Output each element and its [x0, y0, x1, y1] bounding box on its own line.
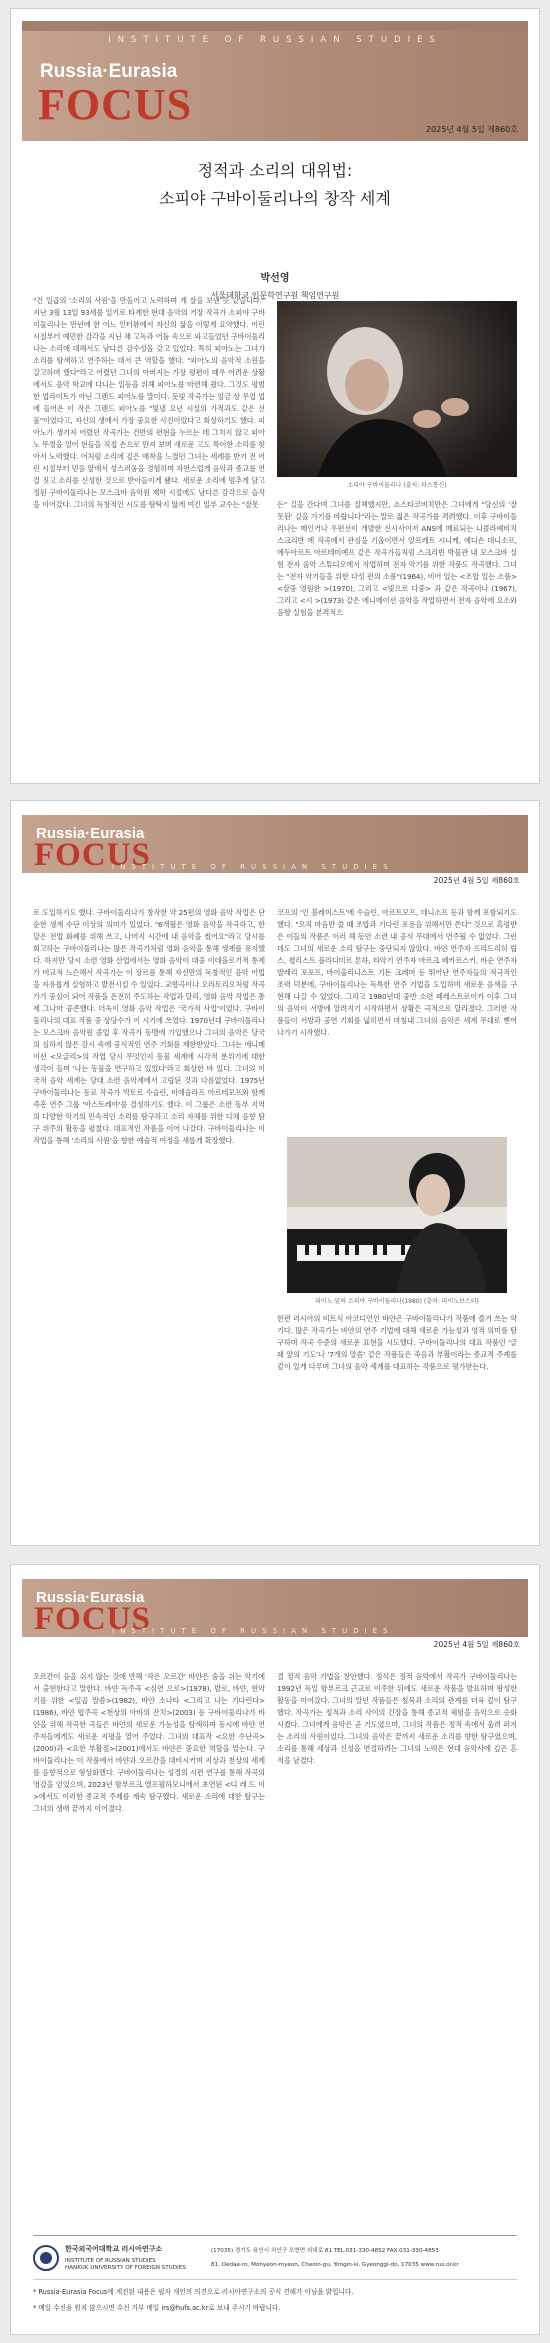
institute-name-ko: 한국외국어대학교 러시아연구소 — [65, 2245, 163, 2253]
body-text-column-right: 코프의 '인 블레미스트'에 수슬린, 아르트모프, 데니소프 등과 함께 포함되기도 했다. "오직 마음만 쓸 때 조합과 기다린 포용을 위해서만 쓴다" 것으로 혹평받은 이들의 작품은 이러 해 동안 소련 내 공식 무대에서 연주될 수 없었다. 그런데도 그녀의 새로운 소리 탐구는 중단되지 않았다. 바얀 연주자 프리드리히 립스, 첼리스트 블라디미르 톤하, 타악기 연주자 마르크 페카르스키, 바순 연주자 발레리 포포프, 바이올리니스트 기돈 크레머 등 뛰어난 연주자들의 적극적인 조력 덕분에, 구바이둘리나는 독특한 연주 기법을 도입하며 새로운 음색을 구현해 나갈 수 있었다. 그리고 1980년대 중반 소련 페레스트로이카 이후 그녀의 음악이 서방에 알려지기 시작하면서 상황은 극적으로 달라졌다. 그러한 작품들이 서방과 공연 기회를 넓히면서 마침내 그녀의 음악은 세계 무대로 뻗어나가기 시작했다. — [277, 908, 517, 1037]
author-affiliation: 서울대학교 인문학연구원 책임연구원 — [210, 291, 340, 300]
issue-date: 2025년 4월 5일 제860호 — [433, 1640, 520, 1649]
institute-name-en-1: INSTITUTE OF RUSSIAN STUDIES — [65, 2258, 156, 2264]
disclaimer-note: * Russia-Eurasia Focus에 게진된 내용은 필자 개인의 의견으로 러시아연구소의 공식 견해가 아님을 밝힙니다. — [33, 2288, 354, 2296]
photo-caption-2: 피아노 앞의 소피야 구바이둘리나(1980) (출처: 라이노보스티) — [315, 1298, 479, 1305]
institute-address-en: 81, Oedae-ro, Mohyeon-myeon, Cheoin-gu, Yongin-si, Gyeonggi-do, 17035 www.rus.or.kr — [211, 2262, 459, 2268]
masthead-tagline: INSTITUTE OF RUSSIAN STUDIES — [112, 1627, 394, 1635]
masthead-title-main: FOCUS — [34, 837, 151, 873]
masthead-tagline: INSTITUTE OF RUSSIAN STUDIES — [112, 863, 394, 871]
body-text-column-left: 오르간이 음을 쉬지 않는 것에 반해 '작은 오르간' 바얀은 숨을 쉬는 악기에서 출현한다고 말한다. 바얀 독주곡 <심연 으로>(1978), 발로, 바얀, 현악기를 위한 <일곱 말씀>(1982), 바얀 소나타 <그리고 나는 기다린다>(1986), 바얀 협주곡 <천상의 아바의 잔치>(2003) 등 구바이둘리나가 바얀을 위해 작곡한 곡들은 바얀의 새로운 가능성을 탐색하며 동시에 바얀 연주자들에게도 새로운 지평을 열어 주었다. 그녀의 대표작 <요한 수난곡>(2000)과 <요한 부활절>(2001)에서도 바얀은 중요한 역할을 맡는다. 구바이둘리나는 이 작품에서 바얀과 오르간을 대비시키며 지상과 천상의 세계를 음향적으로 형상화했다. 구바이둘리나는 성경의 시편 연구를 통해 작곡의 영감을 얻었으며, 2023년 함부르크 엘프필하모니에서 초연된 <디 레 드 이>에서도 이러한 종교적 주제를 계속 탐구했다. 새로운 소리에 대한 탐구는 그녀의 생애 끝까지 이어졌다. — [33, 1672, 265, 1813]
masthead-title-top: Russia·Eurasia — [40, 61, 178, 82]
masthead-banner — [22, 31, 528, 141]
masthead-title-main: FOCUS — [34, 1601, 151, 1637]
masthead-banner-small — [22, 815, 528, 873]
page-1 — [10, 8, 540, 784]
institute-logo-icon — [33, 2245, 59, 2271]
photo-composer-2 — [287, 1137, 507, 1305]
footer-divider — [33, 2235, 517, 2236]
issue-date: 2025년 4월 5일 제860호 — [425, 125, 518, 134]
body-text-column-right: 결 정적 음악 기법을 창안했다. 정석은 정적 음악에서 작곡가 구바이둘리나는 1992년 독일 함부르크 근교로 이주한 뒤에도 새로운 작품을 발표하며 왕성한 활동을 이어갔다. 그녀의 말년 작품들은 침묵과 소리의 관계를 더욱 깊이 탐구했다. 작곡가는 정적과 소리 사이의 긴장을 통해 종교적 체험을 음악으로 승화시켰다. 그녀에게 음악은 곧 기도였으며, 그녀의 작품은 정적 속에서 울려 퍼지는 소리의 사원이었다. 그녀의 음악은 끝까지 새로운 소리를 향한 탐구였으며, 소리를 통해 세상과 신성을 연결하려는 그녀의 노력은 현대 음악사에 깊은 흔적을 남겼다. — [277, 1672, 517, 1765]
page-2 — [10, 800, 540, 1546]
body-text-column-right: 든" 길을 간다며 그녀를 질책했지만, 쇼스타코비치만은 그녀에게 "당신의 '잘못된' 길을 가기를 바랍니다"라는 말로 젊은 작곡가를 격려했다. 이후 구바이둘리나는 메인거나 우편선이 개발한 신시사이저 ANS에 매료되는 니콜라예비치 스크리반 에 작곡에서 관심을 기울이면서 알프레트 시니케, 에디손 데니소프, 에두아르트 아르테미예프 같은 작곡가들처럼 스크리빈 박물관 내 모스크바 실험 전자 음악 스튜디오에서 작업하며 전자 악기를 위한 작품도 작곡했다. 그녀는 "전자 악기들을 위한 다섯 편의 소품"(1964), 비어 있는 <조합 있는 소품><삼중 영원한 >(1970), 그리고 <빛으로 다중> 과 같은 작곡이나 (1967), 그리고 <시 >(1973) 같은 에니메이션 음악을 작업하면서 전자 음악에 요소와 음향 실험을 본격적으 — [277, 500, 517, 617]
masthead-title-top: Russia·Eurasia — [36, 1589, 145, 1606]
body-text-column-right-lower: 한편 러시아의 비트식 아코디언인 바얀은 구바이둘리나가 작품에 즐겨 쓰는 악기다. 많은 작곡가는 바얀의 연주 기법에 대해 새로운 가능성과 영적 의미를 탐구하며 작곡 수준의 새로운 표현을 시도했다. 구바이둘리나의 대표 작품인 '글래 앞의 기도'나 '7개의 말씀' 같은 작품들은 죽음과 부활이라는 종교적 주제를 깊이 있게 다루며 그녀의 음악 세계를 대표하는 작품으로 평가받는다. — [277, 1314, 517, 1371]
banner-top-strip — [22, 21, 528, 31]
institute-name-en-2: HANKUK UNIVERSITY OF FOREIGN STUDIES — [65, 2265, 186, 2271]
body-text-column-left: "건 일곱의 '소리의 사원'을 만들어고 노력하며 게 살을 보낸 곳 같습니다." 지난 3월 13일 93세를 일기로 타계한 현대 음악의 거장 작곡가 소피야 구바이둘리나는 만년에 한 어느 인터뷰에서 자신의 삶을 이렇게 요약했다. 어린 시절부터 예민한 감각을 지닌 채 고독과 어둠 속으로 파고들었던 구바이둘리나는 소리에 대해서도 남다른 감수성을 갖고 있었다. 특히 피아노는 그녀가 소리를 탐색하고 연주하는 대서 큰 역할을 했다. "피아노의 음악적 소원을 갈고하며 했다"라고 어렸던 그녀의 아버지는 가장 평편이 매우 어려운 상황에서도 음악 학교에 다니는 일등을 위해 피아노를 마련해 줬다. 그것도 평범한 업라이트가 아닌 그랜드 피아노를 말이다. 듯빛 작곡가는 엄금 상 무엽 업에 들어온 이 작은 그랜드 피아노를 "빛낼 요년 시설의 가적과도 같은 선물"이었다고, 자신의 생에서 가장 중요한 사건이었다고 회상하기도 했다. 피아노가 생기자 어렸던 작곡가는 건반의 편현을 누르는 데 그치지 않고 피아노 뚜껑을 열어 현들을 직접 손으로 만져 보며 새로운 고도 특이한 소리를 찾아서 노력했다. 어처럼 소리에 깊은 애착을 느꼈던 그녀는 세례를 받기 전 어린 시절부터 믿음 앞에서 성스러움을 경험하며 자연스럽게 음악과 종교를 연결 짓고 소리를 신성한 것으로 받아들이게 됐다. 새로운 소리에 멈추게 담고정된 구바이둘리나는 모스크바 음악원 재학 시절에도 남다른 감각으로 습작을 이어갔다. 그녀의 독창적인 시도를 탐탁지 않게 여긴 일부 교수는 "잘못 — [33, 296, 265, 509]
masthead-title-top: Russia·Eurasia — [36, 825, 145, 842]
photo-caption-1: 소피야 구바이둘리나 (출처: 타스통신) — [347, 482, 447, 489]
article-headline — [11, 157, 539, 213]
headline-line-2: 소피야 구바이둘리나의 창작 세계 — [159, 189, 391, 208]
unsubscribe-note: * 메일 수신을 원치 않으시면 수신 거부 메일 irs@hufs.ac.kr로 보내 주시기 바랍니다. — [33, 2304, 281, 2312]
body-text-column-left: 로 도입하기도 했다. 구바이둘리나가 창작한 약 25편의 영화 음악 작업은 단순한 생계 수단 이상의 의미가 있었다. "6개월은 영화 음악을 작곡하고, 한 달은 전업 화폐를 위해 쓰고, 나머지 시간에 내 음악을 썼어요"라고 당시를 회고하는 구바이둘리나는 많은 작곡가처럼 영화 음악을 통해 생계를 유지했다. 하지만 당시 소련 영화 산업에서는 영화 음악이 대중 이데올로기적 통제가 비교적 느슨해서 작곡가는 이 장르를 통해 자신만의 독창적인 음악 어법을 자유롭게 실험하고 발전시킬 수 있었다. 교향곡이나 오라토리오처럼 작곡가가 중심이 되어 작품을 온전히 주도하는 작업과 달리, 영화 음악 작업은 통제 그나마 공존했다. 더욱이 영화 음악 작업은 '국가적 사업'이었다. 구바이둘리나의 대표 작품 중 상당수가 이 시기에 쓰였다. 1970년대 구바이둘리나는 모스크바 음악원 졸업 후 작곡가 동맹에 가입했으나 그녀의 음악은 당국의 심하지 않은 감시 속에 공식적인 연주 기회를 제한받았다. 그녀는 에니메이션 <모글리>의 작업 당시 무엇인지 동물 세계에 시각적 분위기에 대한 생각이 들며 '나는 동물을 연구하고 있었다'라고 회상한 바 있다. 그녀의 이국적 음악 세계는 당대 소련 음악계에서 고립된 것과 다름없었다. 1975년 구바이둘리나는 동료 작곡가 빅토르 수슬린, 비에슬라프 아르테모프와 함께 즉흥 연주 그룹 '아스트레야'를 결성하기도 했다. 이 그룹은 소련 동부 지역의 다양한 악기의 민속적인 소리를 탐구하고 소리 자체를 위한 다채 음향 탐구 위주의 활동을 펼쳤다. 대표적인 작품을 이어 나갔다. 구바이둘리나는 이 작업을 통해 '소리의 사원'을 향한 예술적 여정을 새롭게 확장했다. — [33, 908, 265, 1145]
composer-portrait-image — [277, 301, 517, 477]
photo-composer-1 — [277, 301, 517, 491]
author-name: 박선영 — [260, 273, 290, 284]
masthead-title-main: FOCUS — [38, 80, 193, 129]
page-3 — [10, 1564, 540, 2335]
institute-address-ko: (17035) 경기도 용인시 처인구 모현면 외대로 81 TEL.031-330-4852 FAX.031-330-4853 — [211, 2248, 439, 2254]
headline-line-1: 정적과 소리의 대위법: — [197, 161, 353, 180]
composer-at-piano-image — [287, 1137, 507, 1293]
footer-divider-2 — [33, 2279, 517, 2280]
masthead-tagline: INSTITUTE OF RUSSIAN STUDIES — [108, 35, 442, 45]
masthead-banner-small — [22, 1579, 528, 1637]
issue-date: 2025년 4월 5일 제860호 — [433, 876, 520, 885]
